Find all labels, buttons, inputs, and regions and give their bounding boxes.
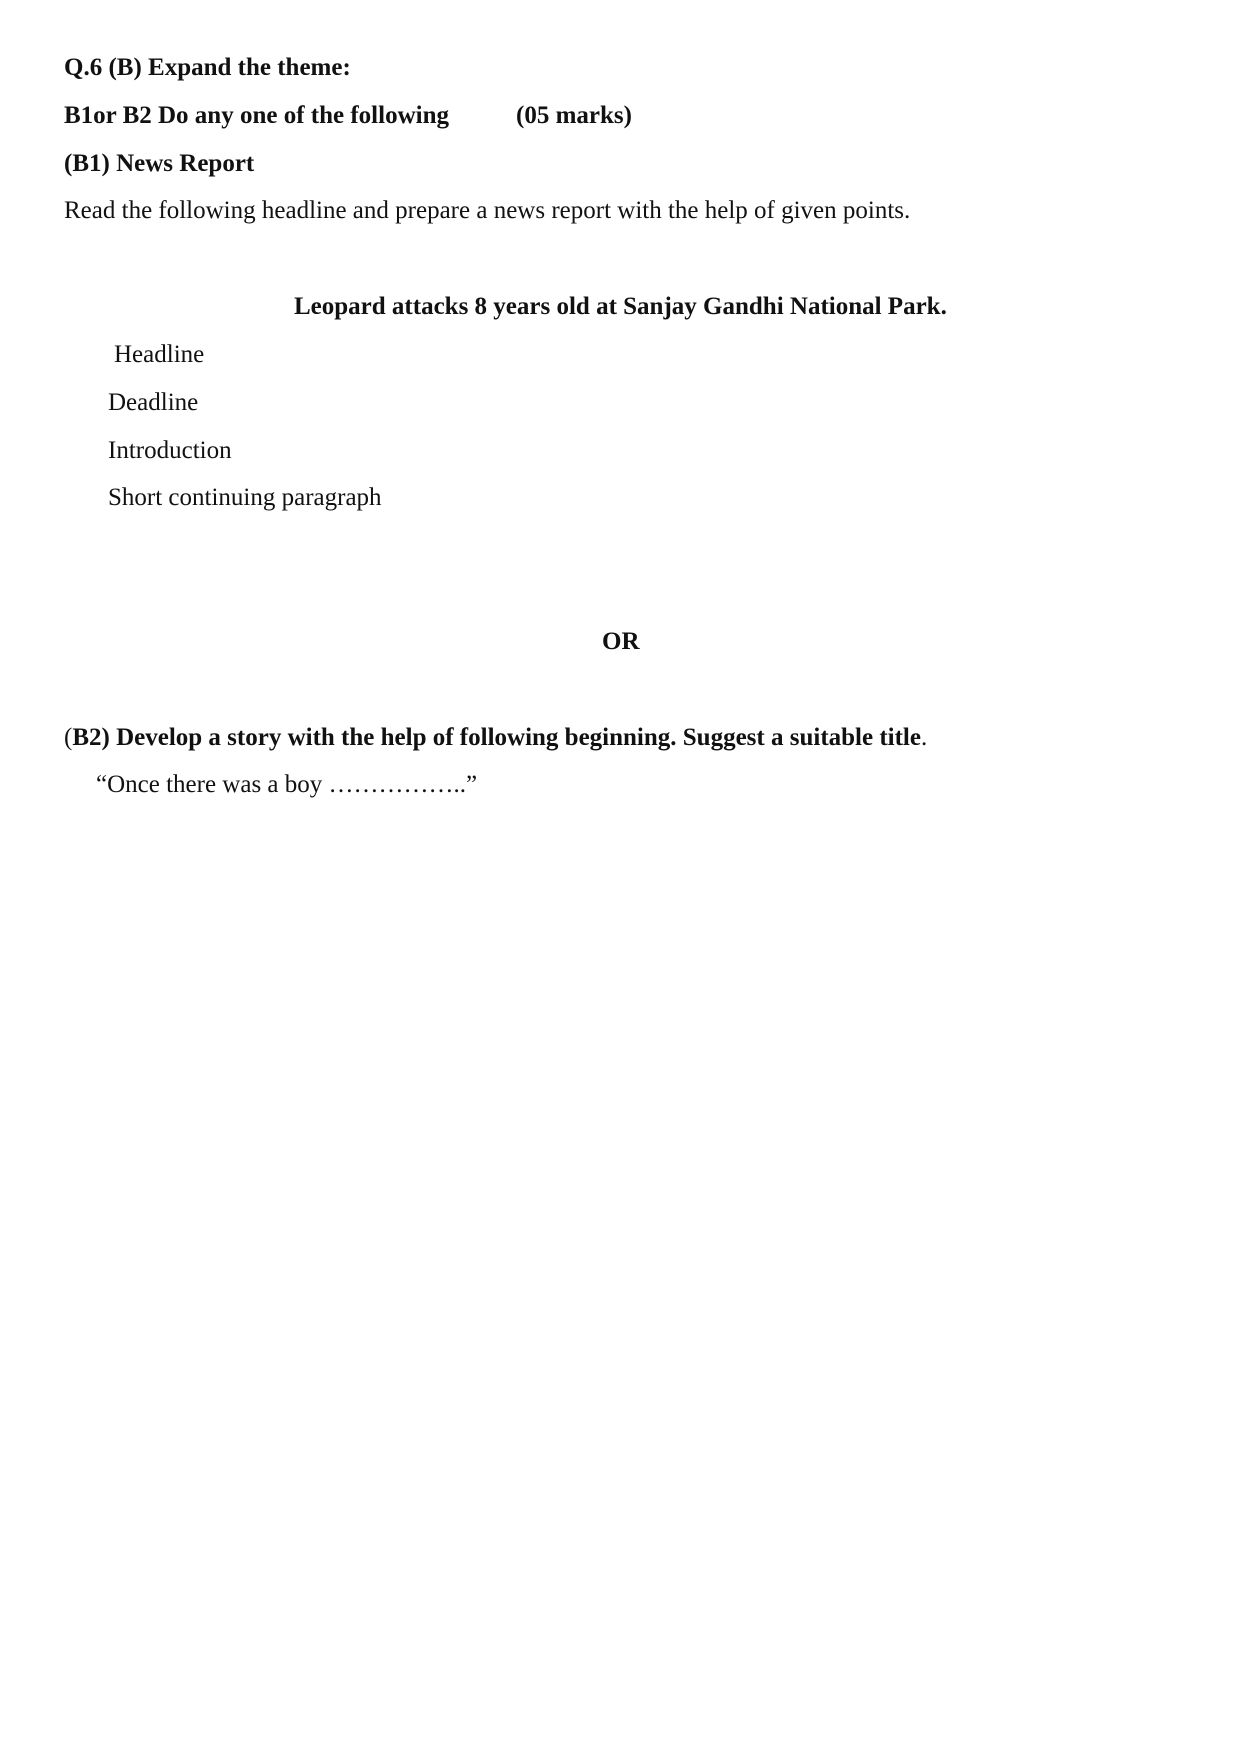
b2-heading-period: . (920, 724, 928, 751)
b2-heading-text: B2) Develop a story with the help of following beginning. Suggest a suitable title (72, 724, 921, 751)
b2-heading (64, 723, 927, 753)
story-beginning: “Once there was a boy ……………..” (96, 771, 478, 798)
b1-heading: (B1) News Report (64, 150, 255, 177)
question-title: Q.6 (B) Expand the theme: (64, 54, 351, 81)
point-item: Deadline (108, 389, 199, 416)
point-item: Headline (114, 341, 205, 368)
or-separator: OR (602, 628, 640, 655)
point-item: Short continuing paragraph (108, 484, 382, 511)
point-item: Introduction (108, 437, 232, 464)
b1-instruction: Read the following headline and prepare a news report with the help of given points. (64, 197, 911, 224)
choice-instruction: B1or B2 Do any one of the following (64, 102, 449, 129)
marks-label: (05 marks) (516, 102, 632, 129)
b2-open-paren: ( (64, 724, 73, 751)
news-headline: Leopard attacks 8 years old at Sanjay Gandhi National Park. (294, 293, 947, 320)
